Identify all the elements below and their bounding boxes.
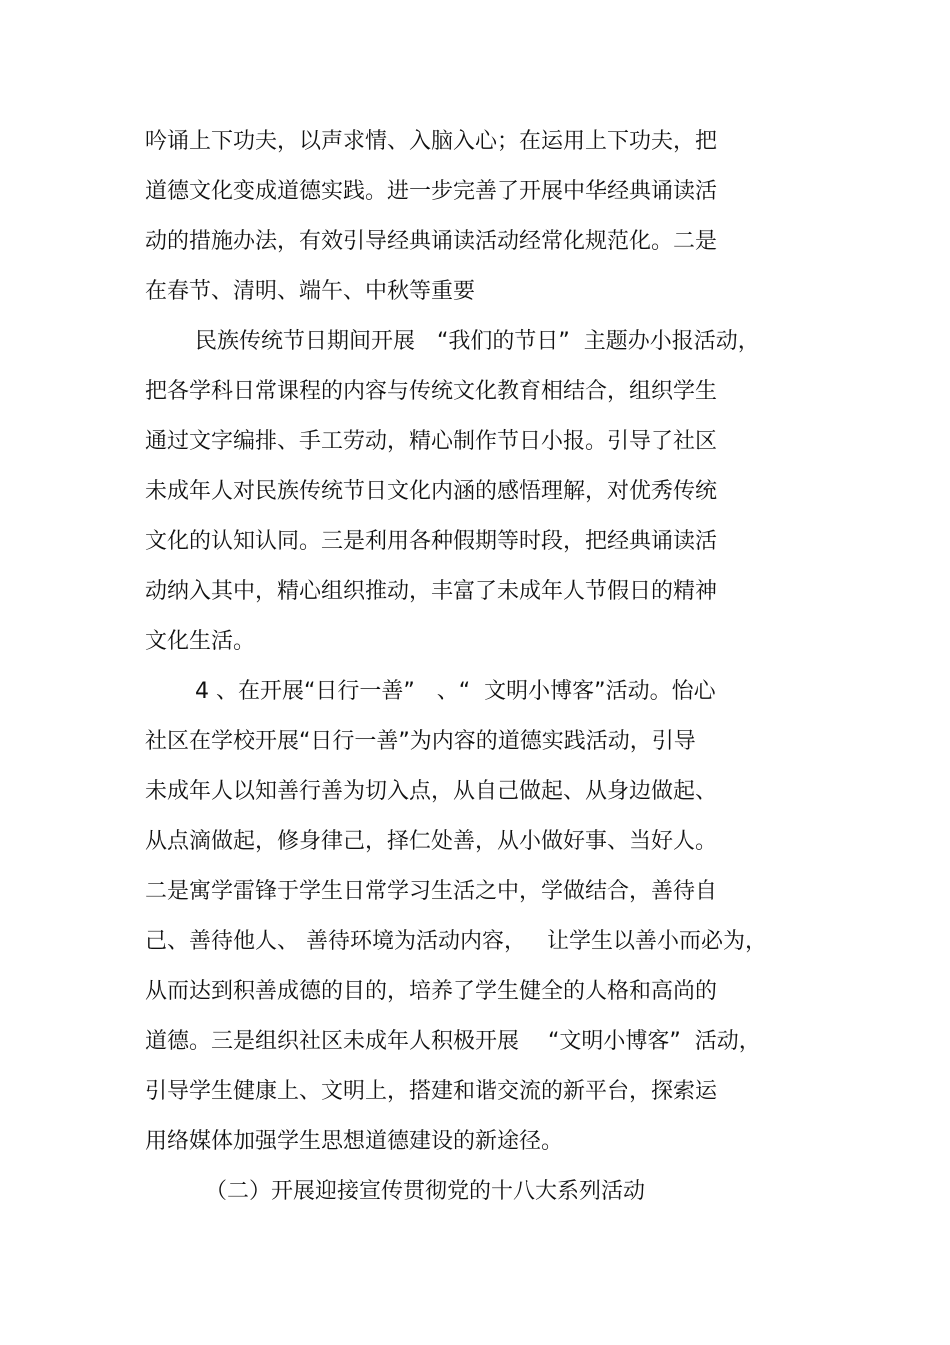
- text-line-14: 未成年人以知善行善为切入点，从自己做起、从身边做起、: [145, 779, 718, 804]
- section-heading: （二）开展迎接宣传贯彻党的十八大系列活动: [205, 1179, 646, 1204]
- text-line-18: 从而达到积善成德的目的，培养了学生健全的人格和高尚的: [145, 979, 718, 1004]
- text-line-6: 把各学科日常课程的内容与传统文化教育相结合，组织学生: [145, 379, 718, 404]
- text-line-10: 动纳入其中，精心组织推动，丰富了未成年人节假日的精神: [145, 579, 718, 604]
- text-line-1: 吟诵上下功夫，以声求情、入脑入心；在运用上下功夫，把: [145, 129, 718, 154]
- text-line-17: 己、善待他人、 善待环境为活动内容， 让学生以善小而必为，: [145, 929, 767, 954]
- text-line-2: 道德文化变成道德实践。进一步完善了开展中华经典诵读活: [145, 179, 718, 204]
- text-line-3: 动的措施办法，有效引导经典诵读活动经常化规范化。二是: [145, 229, 718, 254]
- text-line-9: 文化的认知认同。三是利用各种假期等时段，把经典诵读活: [145, 529, 718, 554]
- text-line-21: 用络媒体加强学生思想道德建设的新途径。: [145, 1129, 564, 1154]
- text-line-11: 文化生活。: [145, 629, 256, 654]
- text-line-16: 二是寓学雷锋于学生日常学习生活之中，学做结合，善待自: [145, 879, 718, 904]
- text-line-15: 从点滴做起，修身律己，择仁处善，从小做好事、当好人。: [145, 829, 718, 854]
- text-line-8: 未成年人对民族传统节日文化内涵的感悟理解，对优秀传统: [145, 479, 718, 504]
- text-line-7: 通过文字编排、手工劳动，精心制作节日小报。引导了社区: [145, 429, 718, 454]
- text-line-13: 社区在学校开展“日行一善”为内容的道德实践活动，引导: [145, 729, 696, 754]
- text-line-12: 4 、在开展“日行一善” 、“ 文明小博客”活动。怡心: [195, 679, 716, 704]
- text-line-5: 民族传统节日期间开展 “我们的节日” 主题办小报活动，: [195, 329, 760, 354]
- text-line-20: 引导学生健康上、文明上，搭建和谐交流的新平台，探索运: [145, 1079, 718, 1104]
- text-line-4: 在春节、清明、端午、中秋等重要: [145, 279, 476, 304]
- text-line-19: 道德。三是组织社区未成年人积极开展 “文明小博客” 活动，: [145, 1029, 761, 1054]
